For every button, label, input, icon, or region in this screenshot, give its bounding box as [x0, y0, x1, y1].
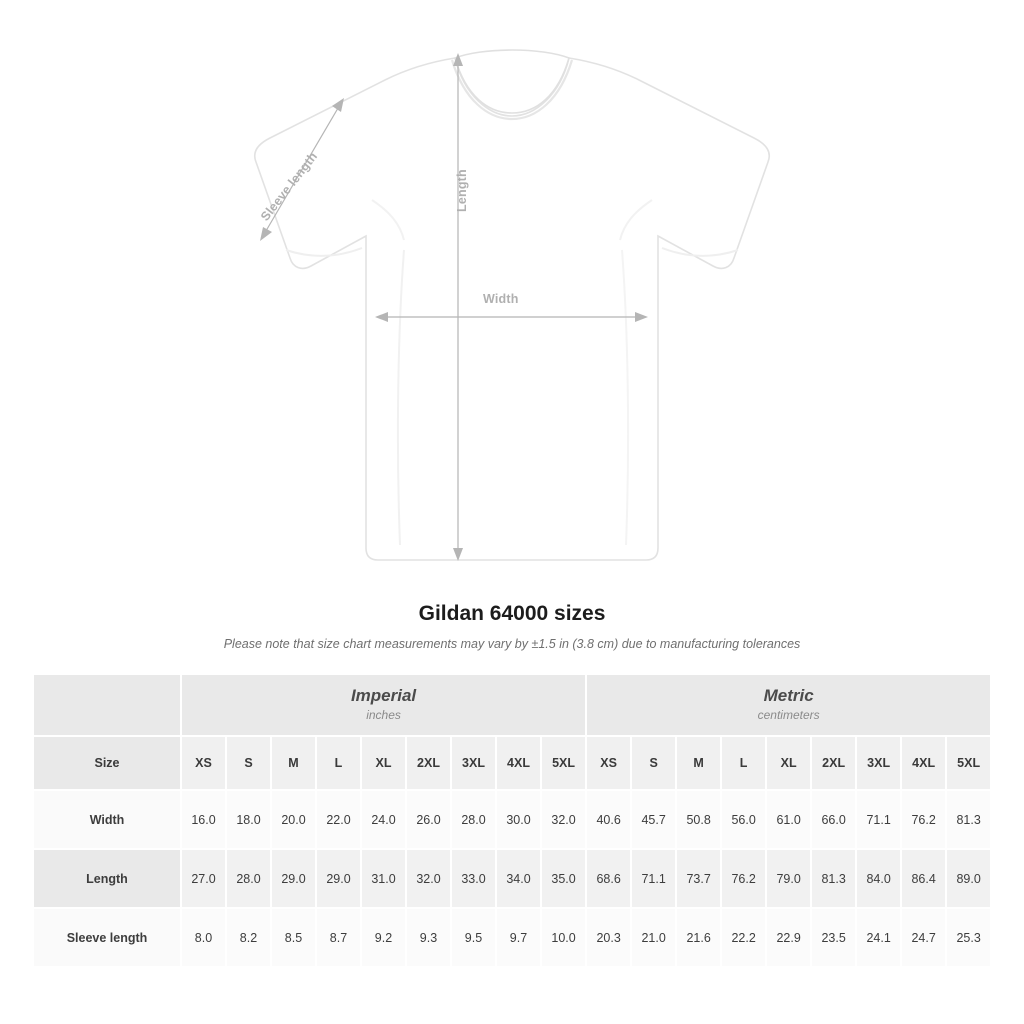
measurement-cell-metric: 73.7	[676, 849, 721, 908]
measurement-cell-imperial: 9.3	[406, 908, 451, 967]
size-header-cell: 3XL	[856, 736, 901, 790]
measurement-cell-imperial: 30.0	[496, 790, 541, 849]
measurement-cell-metric: 68.6	[586, 849, 631, 908]
measurement-cell-metric: 20.3	[586, 908, 631, 967]
size-header-cell: S	[631, 736, 676, 790]
measurement-cell-metric: 79.0	[766, 849, 811, 908]
measurement-row-label: Sleeve length	[33, 908, 181, 967]
measurement-cell-metric: 81.3	[811, 849, 856, 908]
measurement-cell-imperial: 27.0	[181, 849, 226, 908]
size-header-cell: L	[316, 736, 361, 790]
measurement-cell-imperial: 24.0	[361, 790, 406, 849]
size-header-cell: XL	[361, 736, 406, 790]
unit-group-units: inches	[366, 708, 401, 722]
size-header-cell: M	[271, 736, 316, 790]
measurement-cell-imperial: 32.0	[406, 849, 451, 908]
measurement-cell-metric: 40.6	[586, 790, 631, 849]
unit-group-2	[586, 674, 991, 736]
measurement-cell-imperial: 32.0	[541, 790, 586, 849]
size-header-cell: 5XL	[541, 736, 586, 790]
measurement-cell-metric: 86.4	[901, 849, 946, 908]
measurement-cell-imperial: 8.2	[226, 908, 271, 967]
size-header-cell: 4XL	[496, 736, 541, 790]
unit-header-row	[33, 674, 991, 736]
measurement-cell-imperial: 8.5	[271, 908, 316, 967]
size-header-cell: M	[676, 736, 721, 790]
measurement-cell-metric: 22.2	[721, 908, 766, 967]
measurement-cell-imperial: 26.0	[406, 790, 451, 849]
table-row	[33, 908, 991, 967]
measurement-cell-imperial: 18.0	[226, 790, 271, 849]
measurement-cell-imperial: 8.7	[316, 908, 361, 967]
size-header-label: Size	[33, 736, 181, 790]
measurement-cell-imperial: 29.0	[316, 849, 361, 908]
measurement-row-label: Length	[33, 849, 181, 908]
size-header-cell: XS	[586, 736, 631, 790]
measurement-cell-metric: 24.7	[901, 908, 946, 967]
measurement-cell-imperial: 9.2	[361, 908, 406, 967]
measurement-cell-metric: 56.0	[721, 790, 766, 849]
size-header-cell: L	[721, 736, 766, 790]
measurement-cell-metric: 66.0	[811, 790, 856, 849]
table-row	[33, 849, 991, 908]
size-header-cell: 2XL	[811, 736, 856, 790]
length-dimension-label: Length	[455, 169, 469, 212]
measurement-cell-imperial: 28.0	[226, 849, 271, 908]
page-title: Gildan 64000 sizes	[418, 602, 606, 625]
size-header-cell: 5XL	[946, 736, 991, 790]
measurement-cell-metric: 21.6	[676, 908, 721, 967]
measurement-cell-metric: 50.8	[676, 790, 721, 849]
measurement-cell-imperial: 35.0	[541, 849, 586, 908]
size-header-cell: 2XL	[406, 736, 451, 790]
measurement-cell-metric: 22.9	[766, 908, 811, 967]
unit-group-1	[181, 674, 586, 736]
table-row	[33, 790, 991, 849]
measurement-cell-imperial: 20.0	[271, 790, 316, 849]
size-chart-table	[32, 673, 992, 968]
size-chart-table-wrapper	[32, 673, 992, 968]
size-header-cell: S	[226, 736, 271, 790]
sleeve-length-dimension-label: Sleeve length	[258, 149, 321, 224]
measurement-cell-imperial: 31.0	[361, 849, 406, 908]
measurement-cell-metric: 23.5	[811, 908, 856, 967]
size-header-cell: XS	[181, 736, 226, 790]
measurement-cell-imperial: 29.0	[271, 849, 316, 908]
unit-group-name: Imperial	[350, 686, 417, 705]
measurement-cell-metric: 76.2	[901, 790, 946, 849]
measurement-cell-metric: 81.3	[946, 790, 991, 849]
table-corner-cell	[33, 674, 181, 736]
measurement-cell-imperial: 16.0	[181, 790, 226, 849]
measurement-row-label: Width	[33, 790, 181, 849]
measurement-cell-imperial: 8.0	[181, 908, 226, 967]
measurement-cell-metric: 21.0	[631, 908, 676, 967]
unit-group-name: Metric	[763, 686, 814, 705]
measurement-cell-metric: 71.1	[631, 849, 676, 908]
measurement-cell-imperial: 28.0	[451, 790, 496, 849]
measurement-cell-metric: 84.0	[856, 849, 901, 908]
measurement-cell-imperial: 33.0	[451, 849, 496, 908]
measurement-cell-metric: 24.1	[856, 908, 901, 967]
measurement-cell-imperial: 34.0	[496, 849, 541, 908]
size-header-row	[33, 736, 991, 790]
measurement-cell-metric: 45.7	[631, 790, 676, 849]
width-dimension-label: Width	[483, 292, 519, 306]
tolerance-note: Please note that size chart measurements may vary by ±1.5 in (3.8 cm) due to manufacturing tolerances	[223, 637, 801, 651]
measurement-cell-metric: 61.0	[766, 790, 811, 849]
measurement-cell-metric: 25.3	[946, 908, 991, 967]
size-header-cell: XL	[766, 736, 811, 790]
measurement-cell-imperial: 10.0	[541, 908, 586, 967]
measurement-cell-metric: 89.0	[946, 849, 991, 908]
unit-group-units: centimeters	[757, 708, 820, 722]
measurement-cell-metric: 76.2	[721, 849, 766, 908]
size-header-cell: 3XL	[451, 736, 496, 790]
size-header-cell: 4XL	[901, 736, 946, 790]
measurement-cell-imperial: 22.0	[316, 790, 361, 849]
measurement-cell-imperial: 9.5	[451, 908, 496, 967]
measurement-cell-imperial: 9.7	[496, 908, 541, 967]
measurement-cell-metric: 71.1	[856, 790, 901, 849]
